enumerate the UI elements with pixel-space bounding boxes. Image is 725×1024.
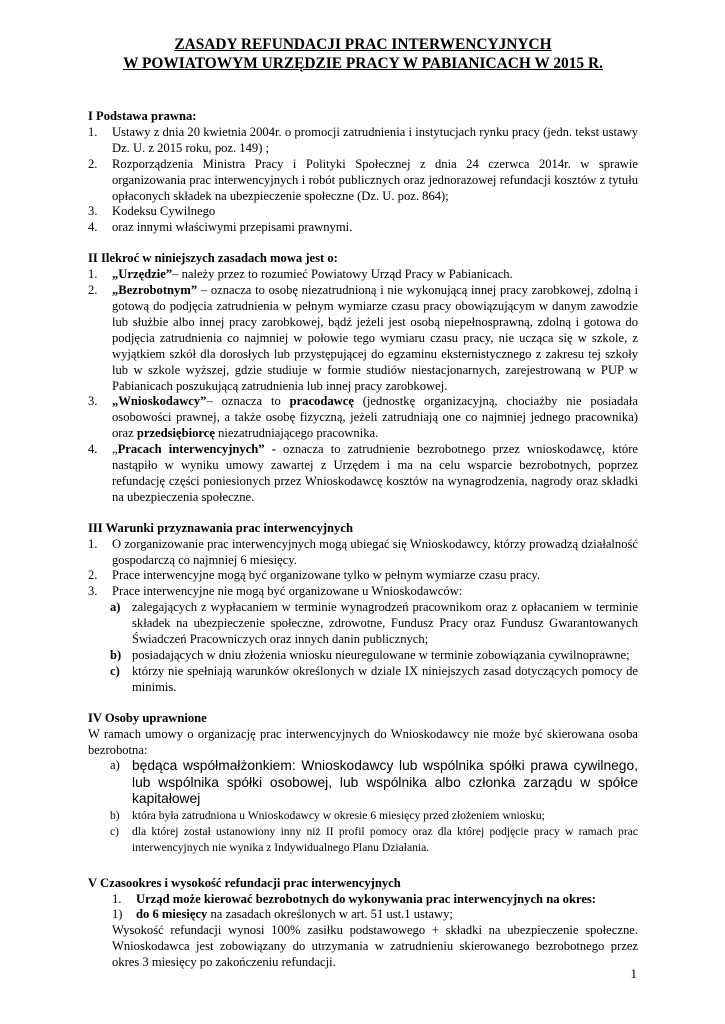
section-4-intro: W ramach umowy o organizację prac interwencyjnych do Wnioskodawcy nie może być skierowana osoba bezrobotna: bbox=[88, 726, 638, 757]
list-item: 1. „Urzędzie”– należy przez to rozumieć Powiatowy Urząd Pracy w Pabianicach. bbox=[88, 267, 513, 282]
list-item: 1. Urząd może kierować bezrobotnych do wykonywania prac interwencyjnych na okres: bbox=[112, 891, 596, 906]
list-item: 2. „Bezrobotnym” – oznacza to osobę niezatrudnioną i nie wykonującą innej pracy zarobkowej, zdolną i gotową do podjęcia zatrudnienia w pełnym wymiarze czasu pracy obowiązującym w danym zawodzie lub służbie albo innej pracy zarobkowej, bądź jeżeli jest osobą niepełnosprawną, zdolną i gotowa do podjęcia zatrudnienia co najmniej w połowie tego wymiaru czasu pracy, nie ucząca się w szkole, z wyjątkiem szkół dla dorosłych lub przystępującej do egzaminu eksternistycznego z zakresu tej szkoły lub w szkole wyższej, gdzie studiuje w formie studiów niestacjonarnych, zarejestrowaną w PUP w Pabianicach poszukującą zatrudnienia lub innej pracy zarobkowej. bbox=[88, 283, 638, 393]
list-item: 4. „Pracach interwencyjnych” - oznacza to zatrudnienie bezrobotnego przez wnioskodawcę, które nastąpiło w wyniku umowy zawartej z Urzędem i ma na celu wsparcie bezrobotnych, poprzez refundację części poniesionych przez Wnioskodawcę kosztów na wynagrodzenia, nagrody oraz składki na ubezpieczenia społeczne. bbox=[88, 442, 638, 504]
title-line-1: ZASADY REFUNDACJI PRAC INTERWENCYJNYCH bbox=[174, 36, 552, 53]
section-5-paragraph: Wysokość refundacji wynosi 100% zasiłku podstawowego + składki na ubezpieczenie społeczne. Wnioskodawca jest zobowiązany do utrzymania w zatrudnieniu skierowanego bezrobotnego przez okres 3 miesięcy po zakończeniu refundacji. bbox=[112, 923, 638, 970]
title-line-2: W POWIATOWYM URZĘDZIE PRACY W PABIANICACH W 2015 R. bbox=[123, 54, 603, 72]
section-1-heading: I Podstawa prawna: bbox=[88, 109, 197, 123]
section-2-heading: II Ilekroć w niniejszych zasadach mowa jest o: bbox=[88, 251, 338, 266]
sub-list-item: b) która była zatrudniona u Wnioskodawcy w okresie 6 miesięcy przed złożeniem wniosku; bbox=[110, 808, 545, 822]
list-item: 4. oraz innymi właściwymi przepisami prawnymi. bbox=[88, 220, 353, 235]
section-5-heading: V Czasookres i wysokość refundacji prac interwencyjnych bbox=[88, 875, 401, 890]
sub-list-item: a) zalegających z wypłacaniem w terminie wynagrodzeń pracownikom oraz z opłacaniem w terminie składek na ubezpieczenie społeczne, zdrowotne, Fundusz Pracy oraz Fundusz Gwarantowanych Świadczeń Pracowniczych oraz innych danin publicznych; bbox=[110, 600, 638, 647]
sub-list-item: c) dla której został ustanowiony inny niż II profil pomocy oraz dla której podjęcie pracy w ramach prac interwencyjnych nie wynika z Indywidualnego Planu Działania. bbox=[110, 824, 638, 854]
list-item: 1. Ustawy z dnia 20 kwietnia 2004r. o promocji zatrudnienia i instytucjach rynku pracy (jedn. tekst ustawy Dz. U. z 2015 roku, poz. 149) ; bbox=[88, 124, 638, 155]
list-item: 1) do 6 miesięcy na zasadach określonych w art. 51 ust.1 ustawy; bbox=[112, 907, 453, 922]
list-item: 3. Kodeksu Cywilnego bbox=[88, 204, 216, 219]
section-4-heading: IV Osoby uprawnione bbox=[88, 710, 207, 725]
list-item: 2. Prace interwencyjne mogą być organizowane tylko w pełnym wymiarze czasu pracy. bbox=[88, 568, 541, 583]
list-item: 3. „Wnioskodawcy”– oznacza to pracodawcę (jednostkę organizacyjną, chociażby nie posiadała osobowości prawnej, a także osobę fizyczną, jeżeli zatrudniają one co najmniej jednego pracownika) oraz przedsiębiorcę niezatrudniającego pracownika. bbox=[88, 394, 638, 441]
document-page bbox=[88, 36, 638, 971]
sub-list-item: c) którzy nie spełniają warunków określonych w dziale IX niniejszych zasad dotyczących pomocy de minimis. bbox=[110, 663, 638, 694]
sub-list-item: b) posiadających w dniu złożenia wniosku nieuregulowane w terminie zobowiązania cywilnoprawne; bbox=[110, 648, 630, 662]
document-title bbox=[74, 36, 652, 73]
list-item: 3. Prace interwencyjne nie mogą być organizowane u Wnioskodawców: bbox=[88, 584, 463, 599]
list-item: 1. O zorganizowanie prac interwencyjnych mogą ubiegać się Wnioskodawcy, którzy prowadzą działalność gospodarczą co najmniej 6 miesięcy. bbox=[88, 536, 638, 567]
page-number: 1 bbox=[630, 966, 637, 981]
list-item: 2. Rozporządzenia Ministra Pracy i Polityki Społecznej z dnia 24 czerwca 2014r. w sprawie organizowania prac interwencyjnych i robót publicznych oraz jednorazowej refundacji kosztów z tytułu opłaconych składek na ubezpieczenie społeczne (Dz. U. poz. 864); bbox=[88, 156, 638, 203]
section-3-heading: III Warunki przyznawania prac interwencyjnych bbox=[88, 520, 353, 535]
sub-list-item: a) będąca współmałżonkiem: Wnioskodawcy lub wspólnika spółki prawa cywilnego, lub wspólnika spółki osobowej, lub wspólnika albo członka zarządu w spółce kapitałowej bbox=[110, 758, 638, 807]
